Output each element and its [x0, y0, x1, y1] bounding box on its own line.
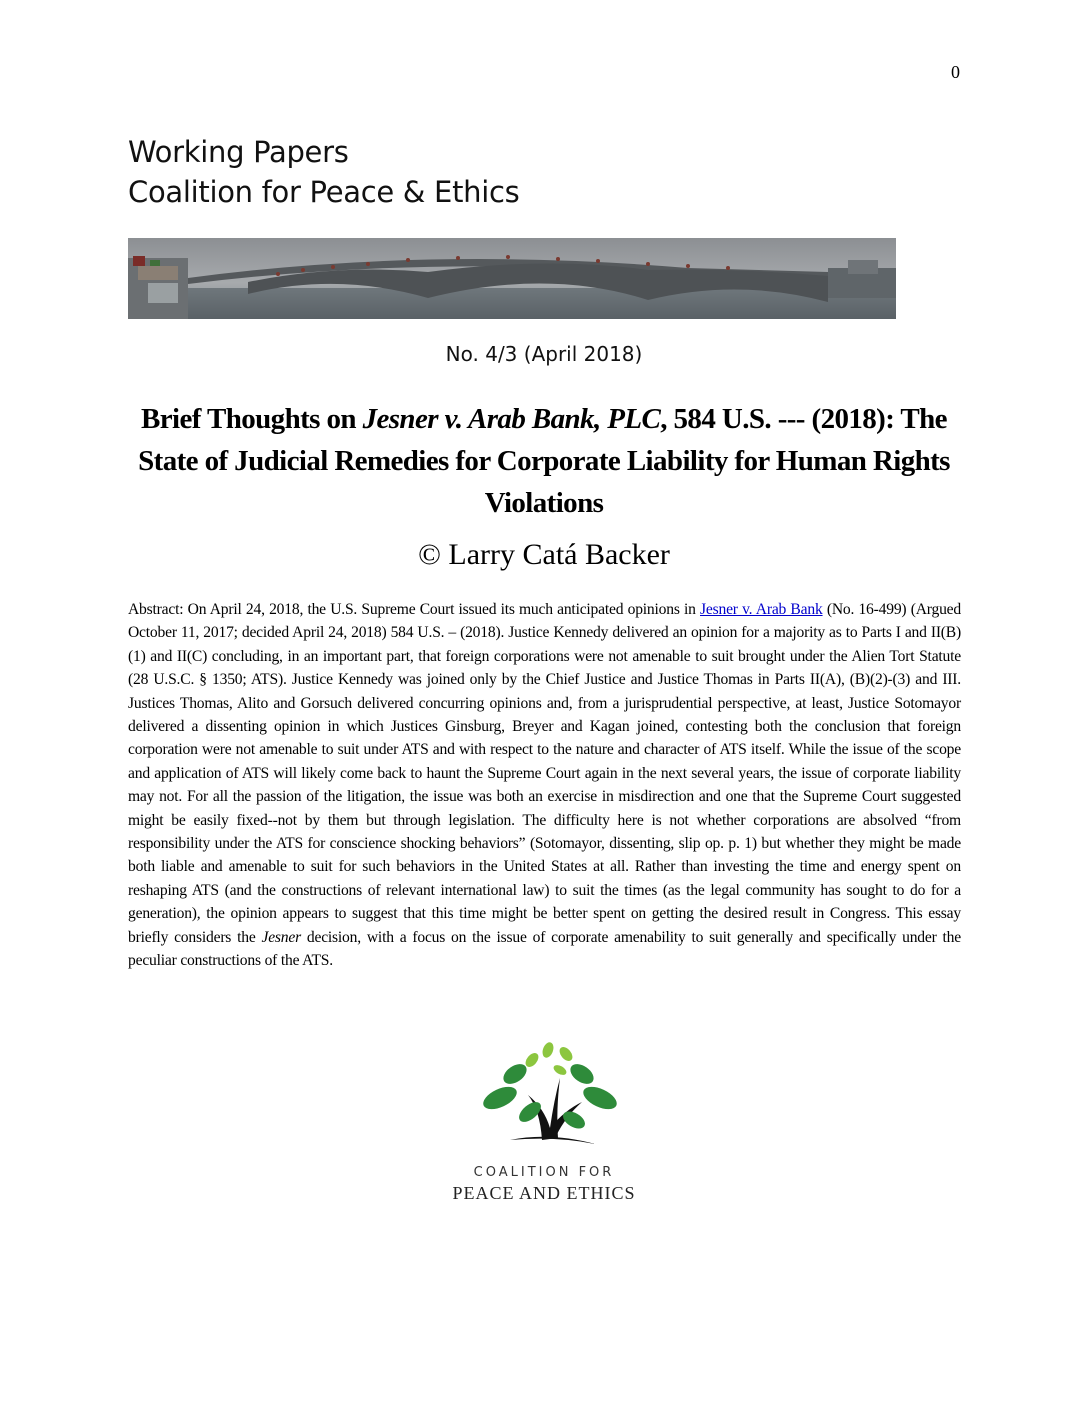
abstract-text-2: (No. 16-499) (Argued October 11, 2017; decided April 24, 2018) 584 U.S. – (2018). Justice Kennedy delivered an opinion for a majority as to Parts I and II(B)(1) and II(C) concluding, in an important part, that foreign corporations were not amenable to suit brought under the Alien Tort Statute (28 U.S.C. § 1350; ATS). Justice Kennedy was joined only by the Chief Justice and Justice Thomas in Parts II(A), (B)(2)-(3) and III. Justices Thomas, Alito and Gorsuch delivered concurring opinions and, from a jurisprudential perspective, at least, Justice Sotomayor delivered a dissenting opinion in which Justices Ginsburg, Breyer and Kagan joined, contesting both the conclusion that foreign corporation were not amenable to suit under ATS and with respect to the nature and character of ATS itself. While the issue of the scope and application of ATS will likely come back to haunt the Supreme Court again in the next several years, the issue of corporate liability may not. For all the passion of the litigation, the issue was both an exercise in misdirection and one that the Supreme Court suggested might be easily fixed--not by them but through legislation. The difficulty here is not whether corporations are absolved “from responsibility under the ATS for conscience shocking behaviors” (Sotomayor, dissenting, slip op. p. 1) but whether they might be made both liable and amenable to suit for such behaviors in the United States at all. Rather than investing the time and energy spent on reshaping ATS (and the constructions of relevant international law) to suit the times (as the legal community has sought to do for a generation), the opinion appears to suggest that this time might be better spent on getting the desired result in Congress. This essay briefly considers the: [128, 601, 961, 946]
case-link[interactable]: Jesner v. Arab Bank: [700, 601, 823, 618]
abstract-text-1: Abstract: On April 24, 2018, the U.S. Supreme Court issued its much anticipated opinions in: [128, 601, 701, 618]
series-line-1: Working Papers: [128, 135, 349, 169]
page-number: 0: [951, 62, 960, 82]
abstract: [128, 598, 961, 973]
tree-logo-icon: [470, 1040, 630, 1150]
title-prefix: Brief Thoughts on: [141, 403, 363, 435]
title-case-name: Jesner v. Arab Bank, PLC: [362, 403, 661, 435]
series-heading: [128, 132, 519, 212]
title-suffix: , 584 U.S. --- (2018): The State of Judicial Remedies for Corporate Liability for Human Rights Violations: [138, 403, 950, 519]
abstract-case-italic: Jesner: [261, 928, 301, 946]
author: © Larry Catá Backer: [418, 538, 670, 571]
org-name-line-2: PEACE AND ETHICS: [452, 1183, 636, 1203]
paper-title: [120, 398, 968, 524]
abstract-text-3: decision, with a focus on the issue of corporate amenability to suit generally and specifically under the peculiar constructions of the ATS.: [128, 928, 961, 970]
series-line-2: Coalition for Peace & Ethics: [128, 175, 520, 209]
bridge-banner-image: [128, 238, 896, 319]
issue-number: No. 4/3 (April 2018): [445, 342, 643, 366]
org-name-line-1: COALITION FOR: [473, 1165, 615, 1180]
